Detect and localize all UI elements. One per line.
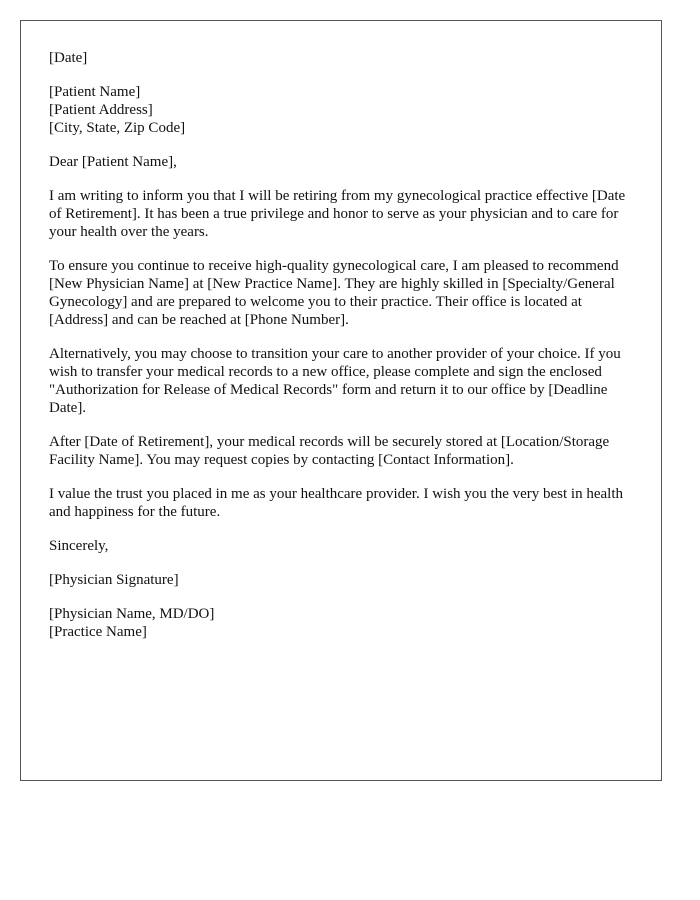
physician-name: [Physician Name, MD/DO] (49, 606, 215, 622)
sender-block (49, 605, 633, 641)
paragraph-recommendation: To ensure you continue to receive high-quality gynecological care, I am pleased to recommend [New Physician Name] at [New Practice Name]. They are highly skilled in [Specialty/General Gynecology] and are prepared to welcome you to their practice. Their office is located at [Address] and can be reached at [Phone Number]. (49, 258, 619, 328)
closing: Sincerely, (49, 538, 109, 554)
letter-page (20, 20, 662, 781)
recipient-address: [Patient Address] (49, 102, 153, 118)
signature-placeholder: [Physician Signature] (49, 572, 179, 588)
practice-name: [Practice Name] (49, 624, 147, 640)
letter-date: [Date] (49, 50, 88, 66)
recipient-address-block (49, 83, 633, 137)
recipient-city-state-zip: [City, State, Zip Code] (49, 120, 186, 136)
paragraph-gratitude: I value the trust you placed in me as your healthcare provider. I wish you the very best in health and happiness for the future. (49, 486, 623, 520)
paragraph-records-storage: After [Date of Retirement], your medical records will be securely stored at [Location/Storage Facility Name]. You may request copies by contacting [Contact Information]. (49, 434, 610, 468)
paragraph-alternative-provider: Alternatively, you may choose to transition your care to another provider of your choice. If you wish to transfer your medical records to a new office, please complete and sign the enclosed "Authorization for Release of Medical Records" form and return it to our office by [Deadline Date]. (49, 346, 621, 416)
recipient-name: [Patient Name] (49, 84, 141, 100)
paragraph-retirement-notice: I am writing to inform you that I will be retiring from my gynecological practice effective [Date of Retirement]. It has been a true privilege and honor to serve as your physician and to care for your health over the years. (49, 188, 626, 240)
salutation: Dear [Patient Name], (49, 154, 177, 170)
